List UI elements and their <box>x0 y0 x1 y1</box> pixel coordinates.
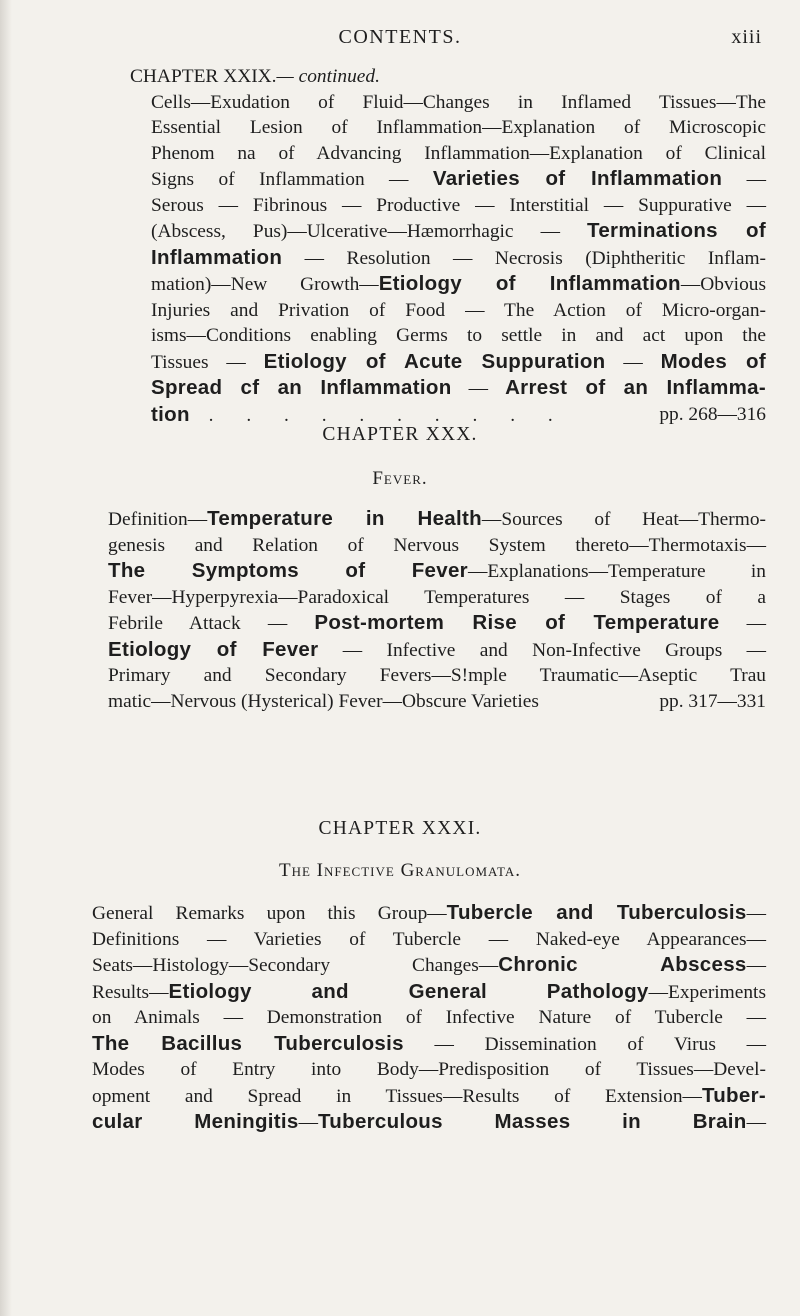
topic-text: — <box>746 1112 766 1133</box>
contents-line: Primary and Secondary Fevers—S!mple Traumatic—Aseptic Trau <box>108 665 766 686</box>
chapter-31-entry <box>92 900 766 1136</box>
topic-text: — Resolution — Necrosis (Diphtheritic Inflam- <box>282 247 766 269</box>
topic-text: (Abscess, Pus)—Ulcerative—Hæmorrhagic — <box>151 221 588 242</box>
contents-line: genesis and Relation of Nervous System thereto—Thermotaxis— <box>108 534 766 556</box>
topic-heading: Arrest of an Inflamma- <box>505 376 766 399</box>
topic-text: Definition— <box>108 509 208 530</box>
page-gutter-shadow <box>0 0 12 1316</box>
contents-line <box>92 1083 766 1110</box>
contents-line <box>92 979 766 1006</box>
topic-text: — <box>719 613 766 634</box>
topic-heading: Terminations of <box>587 219 766 242</box>
topic-heading: Tuber- <box>701 1083 766 1107</box>
contents-line <box>108 558 766 585</box>
contents-line <box>108 506 766 533</box>
topic-heading: The Symptoms of Fever <box>108 559 468 582</box>
topic-heading: Etiology of Acute Suppuration <box>263 349 606 373</box>
topic-text: — Dissemination of Virus — <box>403 1033 766 1055</box>
topic-text: — <box>298 1112 318 1133</box>
contents-line: Definitions — Varieties of Tubercle — Naked-eye Appearances— <box>92 928 766 950</box>
chapter-30-contents <box>108 506 766 714</box>
chapter-30-heading: CHAPTER XXX. <box>322 424 478 445</box>
page-range: pp. 317—331 <box>659 690 766 712</box>
contents-line <box>108 637 766 664</box>
topic-heading: Inflammation <box>151 245 283 269</box>
contents-line <box>92 952 766 979</box>
topic-text: opment and Spread in Tissues—Results of Extension— <box>92 1085 702 1107</box>
contents-line: Modes of Entry into Body—Predisposition of Tissues—Devel- <box>92 1059 766 1080</box>
chapter-31-heading: CHAPTER XXXI. <box>318 818 482 839</box>
topic-heading: tion <box>151 402 190 426</box>
topic-text: —Obvious <box>680 274 766 295</box>
topic-text: Tissues — <box>151 351 264 373</box>
chapter-29-entry <box>130 64 766 428</box>
topic-heading: Etiology and General Pathology <box>168 979 649 1003</box>
chapter-31-contents <box>92 900 766 1136</box>
contents-line <box>92 900 766 927</box>
running-title: CONTENTS. <box>338 26 462 48</box>
topic-text: Febrile Attack — <box>108 613 315 634</box>
contents-line <box>151 166 766 193</box>
topic-text: —Experiments <box>648 981 766 1003</box>
contents-line: Cells—Exudation of Fluid—Changes in Inflamed Tissues—The <box>151 91 766 113</box>
chapter-30-entry <box>108 506 766 714</box>
page-folio: xiii <box>731 26 762 48</box>
chapter-30-subtitle: Fever. <box>372 468 428 489</box>
contents-line <box>92 1031 766 1058</box>
topic-text: — <box>746 955 766 976</box>
contents-line: isms—Conditions enabling Germs to settle in and act upon the <box>151 325 766 346</box>
topic-text: Results— <box>92 981 169 1003</box>
topic-heading: Tubercle and Tuberculosis <box>446 901 747 924</box>
topic-heading: cular Meningitis <box>92 1110 299 1133</box>
topic-heading: Spread cf an Inflammation <box>151 376 452 399</box>
topic-text: mation)—New Growth— <box>151 274 379 295</box>
contents-line <box>151 375 766 402</box>
topic-text: — Infective and Non-Infective Groups — <box>318 639 767 661</box>
page-range: pp. 268—316 <box>659 403 766 425</box>
topic-text: — <box>746 903 766 924</box>
contents-line: matic—Nervous (Hysterical) Fever—Obscure Varieties pp. 317—331 <box>108 689 766 715</box>
contents-line <box>108 610 766 637</box>
topic-heading: Tuberculous Masses in Brain <box>318 1110 747 1133</box>
contents-line: on Animals — Demonstration of Infective Nature of Tubercle — <box>92 1007 766 1028</box>
contents-line <box>151 245 766 272</box>
topic-text: General Remarks upon this Group— <box>92 903 447 924</box>
topic-text: — <box>451 378 506 399</box>
chapter-31-subtitle: The Infective Granulomata. <box>278 860 522 881</box>
topic-text: Seats—Histology—Secondary Changes— <box>92 955 499 976</box>
contents-line: Injuries and Privation of Food — The Action of Micro-organ- <box>151 299 766 321</box>
contents-line <box>151 271 766 298</box>
contents-line <box>92 1109 766 1136</box>
contents-line: Fever—Hyperpyrexia—Paradoxical Temperatures — Stages of a <box>108 586 766 608</box>
topic-text: —Explanations—Temperature in <box>467 561 766 582</box>
contents-line: Serous — Fibrinous — Productive — Interstitial — Suppurative — <box>151 194 766 216</box>
chapter-29-contents <box>130 90 766 429</box>
topic-heading: Etiology of Fever <box>108 637 319 661</box>
contents-line: Phenom na of Advancing Inflammation—Explanation of Clinical <box>151 142 766 164</box>
topic-heading: Varieties of Inflammation <box>432 167 723 190</box>
topic-text: Signs of Inflammation — <box>151 169 433 190</box>
continued-label: — continued. <box>276 66 380 87</box>
topic-text: — <box>722 169 766 190</box>
topic-text: — <box>605 351 661 373</box>
topic-heading: Etiology of Inflammation <box>378 272 681 295</box>
contents-line: Essential Lesion of Inflammation—Explanation of Microscopic <box>151 117 766 138</box>
topic-heading: Post-mortem Rise of Temperature <box>314 611 720 634</box>
topic-heading: Modes of <box>660 349 766 373</box>
chapter-29-heading <box>130 64 766 90</box>
contents-line <box>151 218 766 245</box>
topic-heading: The Bacillus Tuberculosis <box>92 1031 404 1055</box>
contents-line <box>151 349 766 376</box>
chapter-29-heading-text: CHAPTER XXIX. <box>130 66 277 87</box>
topic-heading: Temperature in Health <box>207 507 482 530</box>
topic-text: —Sources of Heat—Thermo- <box>481 509 766 530</box>
leader-dots: . . . . . . . . . . <box>189 404 567 426</box>
topic-heading: Chronic Abscess <box>498 953 747 976</box>
